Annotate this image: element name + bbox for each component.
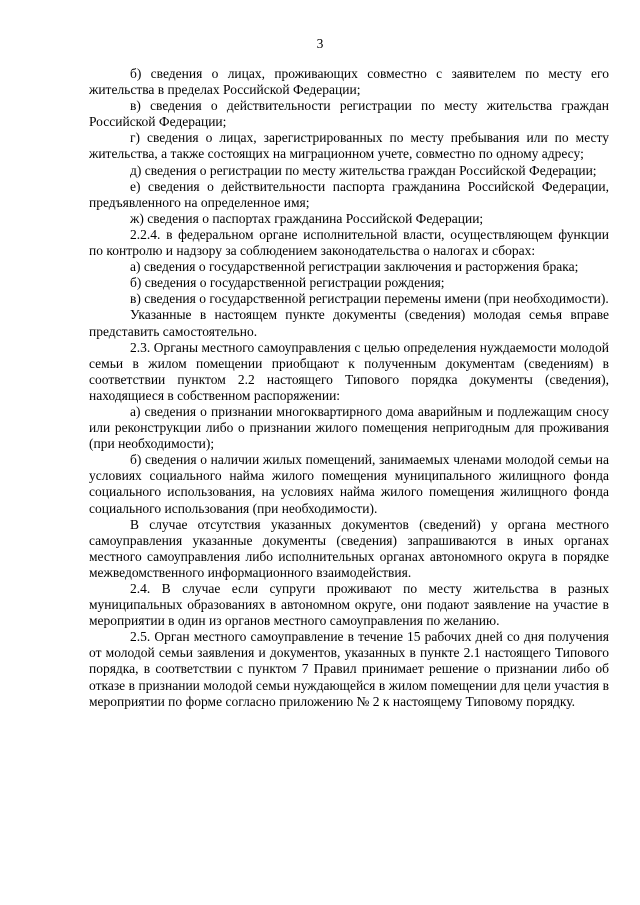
- paragraph: 2.3. Органы местного самоуправления с целью определения нуждаемости молодой семьи в жилом помещении приобщают к полученным документам (сведениям) в соответствии пунктом 2.2 настоящего Типового порядка документы (сведения), находящиеся в собственном распоряжении:: [89, 339, 609, 403]
- paragraph: а) сведения о признании многоквартирного дома аварийным и подлежащим сносу или реконструкции либо о признании жилого помещения непригодным для проживания (при необходимости);: [89, 403, 609, 452]
- paragraph: б) сведения о государственной регистрации рождения;: [130, 275, 445, 291]
- paragraph: 2.4. В случае если супруги проживают по месту жительства в разных муниципальных образованиях в автономном округе, они подают заявление на участие в мероприятии в один из органов местного самоуправления по желанию.: [89, 581, 609, 629]
- document-body: [89, 66, 609, 710]
- paragraph: в) сведения о государственной регистрации перемены имени (при необходимости).: [130, 291, 609, 307]
- paragraph: г) сведения о лицах, зарегистрированных по месту пребывания или по месту жительства, а также состоящих на миграционном учете, совместно по одному адресу;: [89, 130, 609, 162]
- paragraph: б) сведения о наличии жилых помещений, занимаемых членами молодой семьи на условиях социального найма жилого помещения муниципального жилищного фонда социального использования, на условиях найма жилого помещения жилищного фонда социального использования (при необходимости).: [89, 452, 609, 516]
- paragraph: д) сведения о регистрации по месту жительства граждан Российской Федерации;: [130, 162, 597, 178]
- paragraph: 2.2.4. в федеральном органе исполнительной власти, осуществляющем функции по контролю и надзору за соблюдением законодательства о налогах и сборах:: [89, 226, 609, 259]
- paragraph: ж) сведения о паспортах гражданина Российской Федерации;: [130, 210, 484, 226]
- paragraph: В случае отсутствия указанных документов (сведений) у органа местного самоуправления указанные документы (сведения) запрашиваются в иных органах местного самоуправления либо исполнительных органах автономного округа в порядке межведомственного информационного взаимодействия.: [89, 516, 609, 580]
- paragraph: 2.5. Орган местного самоуправление в течение 15 рабочих дней со дня получения от молодой семьи заявления и документов, указанных в пункте 2.1 настоящего Типового порядка, в соответствии с пунктом 7 Правил принимает решение о признании либо об отказе в признании молодой семьи нуждающейся в жилом помещении для цели участия в мероприятии по форме согласно приложению № 2 к настоящему Типовому порядку.: [89, 629, 609, 709]
- paragraph: в) сведения о действительности регистрации по месту жительства граждан Российской Федерации;: [89, 98, 609, 130]
- paragraph: е) сведения о действительности паспорта гражданина Российской Федерации, предъявленного на определенное имя;: [89, 178, 609, 210]
- paragraph: а) сведения о государственной регистрации заключения и расторжения брака;: [130, 259, 579, 275]
- paragraph: б) сведения о лицах, проживающих совместно с заявителем по месту его жительства в пределах Российской Федерации;: [89, 66, 609, 98]
- page-number: 3: [316, 36, 324, 51]
- paragraph: Указанные в настоящем пункте документы (сведения) молодая семья вправе представить самостоятельно.: [89, 307, 609, 339]
